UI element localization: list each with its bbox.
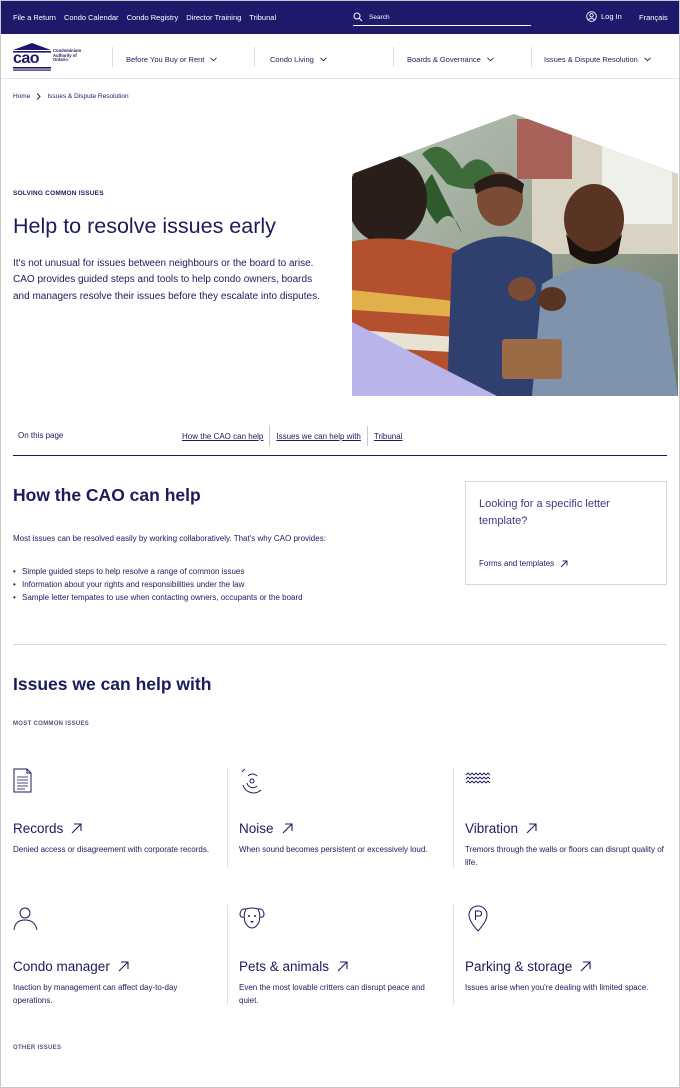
- issue-card-vibration[interactable]: [465, 767, 679, 897]
- issue-card-parking[interactable]: [465, 905, 679, 1035]
- issue-title-text: Pets & animals: [239, 959, 330, 974]
- hero-description: It's not unusual for issues between neighbours or the board to arise. CAO provides guided steps and tools to help condo owners, boards and managers resolve their issues before they escalate into disputes.: [13, 258, 320, 302]
- letter-template-card: [465, 481, 667, 585]
- login-label: Log In: [601, 12, 622, 21]
- arrow-up-right-icon: [580, 961, 591, 972]
- document-icon: [13, 767, 41, 795]
- anchor-link-issues[interactable]: Issues we can help with: [276, 431, 361, 441]
- issue-title: [465, 821, 537, 836]
- section-title-bold: CAO can help: [85, 485, 201, 505]
- dog-icon: [239, 905, 267, 933]
- arrow-up-right-icon: [560, 560, 568, 568]
- issue-card-condo-manager[interactable]: [13, 905, 227, 1035]
- issue-description: Issues arise when you're dealing with limited space.: [465, 983, 649, 992]
- nav-divider: [393, 47, 394, 67]
- nav-divider: [531, 47, 532, 67]
- grid-divider: [227, 768, 228, 868]
- issue-description: Inaction by management can affect day-to-day operations.: [13, 983, 178, 1005]
- nav-item-label: Before You Buy or Rent: [126, 55, 205, 64]
- section-title-how-cao-helps: [13, 485, 201, 506]
- arrow-up-right-icon: [71, 823, 82, 834]
- arrow-up-right-icon: [282, 823, 293, 834]
- chevron-down-icon: [210, 57, 217, 62]
- nav-item-before-you-buy[interactable]: [126, 55, 217, 64]
- issue-title-text: Condo manager: [13, 959, 110, 974]
- anchor-link-how-cao-helps[interactable]: How the CAO can help: [182, 431, 264, 441]
- issue-title: [239, 959, 348, 974]
- arrow-up-right-icon: [337, 961, 348, 972]
- help-bullet-list: [13, 565, 333, 604]
- page-title: Help to resolve issues early: [13, 214, 276, 238]
- hero-eyebrow: SOLVING COMMON ISSUES: [13, 190, 104, 197]
- parking-pin-icon: [465, 905, 493, 933]
- section-title-issues: [13, 674, 211, 695]
- grid-divider: [227, 905, 228, 1005]
- issue-title-text: Parking & storage: [465, 959, 573, 974]
- most-common-issues-label: MOST COMMON ISSUES: [13, 721, 90, 727]
- nav-item-label: Boards & Governance: [407, 55, 481, 64]
- breadcrumb-home[interactable]: Home: [13, 93, 31, 100]
- anchor-link-tribunal[interactable]: Tribunal: [373, 431, 403, 441]
- section-divider: [13, 455, 667, 456]
- list-item: • Sample letter tempates to use when contacting owners, occupants or the board: [13, 591, 333, 604]
- search-input[interactable]: [369, 12, 519, 23]
- section-title-plain: Issues: [13, 674, 73, 694]
- cao-logo[interactable]: [12, 42, 92, 72]
- arrow-up-right-icon: [526, 823, 537, 834]
- chevron-down-icon: [487, 57, 494, 62]
- on-this-page-label: On this page: [18, 431, 64, 440]
- anchor-divider: [367, 426, 368, 446]
- main-nav: [1, 34, 679, 79]
- utility-link-condo-registry[interactable]: Condo Registry: [126, 13, 179, 22]
- forms-templates-link[interactable]: [479, 559, 568, 568]
- issue-card-pets[interactable]: [239, 905, 453, 1035]
- grid-divider: [453, 905, 454, 1005]
- chevron-right-icon: [36, 93, 41, 100]
- chevron-down-icon: [644, 57, 651, 62]
- utility-link-tribunal[interactable]: Tribunal: [249, 13, 277, 22]
- nav-divider: [112, 47, 113, 67]
- issue-title-text: Records: [13, 821, 64, 836]
- issue-description: Tremors through the walls or floors can disrupt quality of life.: [465, 845, 664, 867]
- vibration-icon: [465, 767, 493, 795]
- logo-org-name: Condominium Authority of Ontario: [53, 48, 82, 63]
- utility-bar: [1, 1, 679, 34]
- hero-photo: [352, 114, 678, 396]
- utility-link-file-return[interactable]: File a Return: [13, 13, 56, 22]
- card-question: Looking for a specific letter template?: [479, 498, 610, 527]
- issue-card-noise[interactable]: [239, 767, 453, 897]
- section-title-bold: we can help with: [72, 674, 212, 694]
- user-circle-icon: [586, 11, 597, 22]
- grid-divider: [453, 768, 454, 868]
- breadcrumb-current[interactable]: Issues & Dispute Resolution: [47, 93, 129, 100]
- on-this-page-nav: [178, 426, 406, 446]
- utility-link-condo-calendar[interactable]: Condo Calendar: [63, 13, 119, 22]
- issue-title: [13, 959, 129, 974]
- search-icon: [353, 12, 363, 22]
- anchor-divider: [269, 426, 270, 446]
- sound-waves-icon: [239, 767, 267, 795]
- nav-item-label: Condo Living: [270, 55, 314, 64]
- forms-templates-label: Forms and templates: [479, 559, 555, 568]
- breadcrumb: [13, 93, 129, 100]
- nav-divider: [254, 47, 255, 67]
- search-box[interactable]: [353, 10, 531, 26]
- issue-title: [239, 821, 293, 836]
- login-button[interactable]: [586, 11, 622, 22]
- section-title-plain: How the: [13, 485, 86, 505]
- utility-link-director-training[interactable]: Director Training: [186, 13, 242, 22]
- nav-item-label: Issues & Dispute Resolution: [544, 55, 638, 64]
- logo-wordmark: cao: [13, 50, 40, 67]
- other-issues-label: OTHER ISSUES: [13, 1045, 62, 1051]
- issue-description: Denied access or disagreement with corporate records.: [13, 845, 210, 854]
- nav-item-condo-living[interactable]: [270, 55, 327, 64]
- list-item: • Information about your rights and responsibilities under the law: [13, 578, 333, 591]
- section-divider: [13, 644, 667, 645]
- chevron-down-icon: [320, 57, 327, 62]
- issue-title: [465, 959, 591, 974]
- issue-title-text: Noise: [239, 821, 274, 836]
- help-intro: Most issues can be resolved easily by working collaboratively. That's why CAO provides:: [13, 534, 326, 543]
- arrow-up-right-icon: [118, 961, 129, 972]
- nav-item-boards-governance[interactable]: [407, 55, 494, 64]
- language-toggle[interactable]: Français: [639, 13, 668, 22]
- issue-description: Even the most lovable critters can disrupt peace and quiet.: [239, 983, 425, 1005]
- list-item: • Simple guided steps to help resolve a range of common issues: [13, 565, 333, 578]
- nav-item-issues-dispute[interactable]: [544, 55, 651, 64]
- person-icon: [13, 905, 41, 933]
- utility-links: [13, 13, 276, 22]
- issue-description: When sound becomes persistent or excessively loud.: [239, 845, 428, 854]
- issue-title-text: Vibration: [465, 821, 519, 836]
- issue-title: [13, 821, 82, 836]
- issue-card-records[interactable]: [13, 767, 227, 897]
